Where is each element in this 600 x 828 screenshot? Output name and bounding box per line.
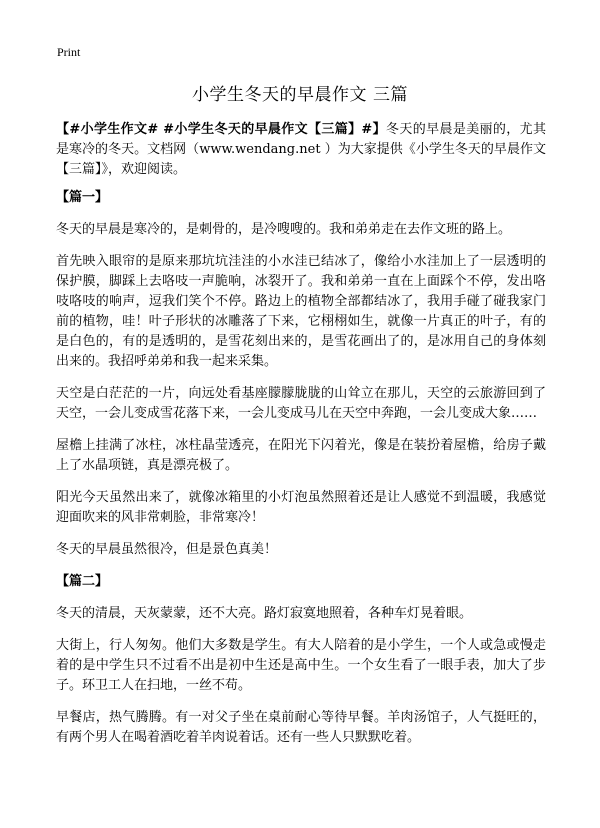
page-title: 小学生冬天的早晨作文 三篇 xyxy=(192,85,408,105)
article-body xyxy=(56,120,546,760)
section-1-paragraph-4: 屋檐上挂满了冰柱，冰柱晶莹透亮，在阳光下闪着光，像是在装扮着屋檐，给房子戴上了水晶项链，真是漂亮极了。 xyxy=(56,438,546,473)
section-1-paragraph-3: 天空是白茫茫的一片，向远处看基座朦朦胧胧的山耸立在那儿，天空的云旅游回到了天空，一会儿变成雪花落下来，一会儿变成马儿在天空中奔跑，一会儿变成大象…… xyxy=(56,386,546,421)
intro-text: 冬天的早晨是美丽的，尤其是寒冷的冬天。文档网（www.wendang.net ）为大家提供《小学生冬天的早晨作文【三篇】》，欢迎阅读。 xyxy=(56,122,546,177)
section-1-paragraph-2: 首先映入眼帘的是原来那坑坑洼洼的小水洼已结冰了，像给小水洼加上了一层透明的保护膜，脚踩上去咯吱一声脆响，冰裂开了。我和弟弟一直在上面踩个不停，发出咯吱咯吱的响声，逗我们笑个不停。路边上的植物全部都结冰了，我用手碰了碰我家门前的植物，哇！叶子形状的冰雕落了下来，它栩栩如生，就像一片真正的叶子，有的是白色的，有的是透明的，是雪花刻出来的，是雪花画出了的，是冰用自己的身体刻出来的。我招呼弟弟和我一起来采集。 xyxy=(56,254,546,369)
section-2-paragraph-1: 冬天的清晨，天灰蒙蒙，还不大亮。路灯寂寞地照着，各种车灯晃着眼。 xyxy=(56,606,473,621)
intro-tag: 【#小学生作文# #小学生冬天的早晨作文【三篇】#】 xyxy=(56,122,387,137)
section-1-paragraph-6: 冬天的早晨虽然很冷，但是景色真美！ xyxy=(56,542,278,557)
section-heading-2: 【篇二】 xyxy=(56,574,109,589)
intro-paragraph xyxy=(56,120,546,180)
print-link[interactable]: Print xyxy=(57,45,81,59)
section-2-paragraph-3: 早餐店，热气腾腾。有一对父子坐在桌前耐心等待早餐。羊肉汤馆子，人气挺旺的，有两个男人在喝着酒吃着羊肉说着话。还有一些人只默默吃着。 xyxy=(56,710,546,745)
section-1-paragraph-1: 冬天的早晨是寒冷的，是刺骨的，是冷嗖嗖的。我和弟弟走在去作文班的路上。 xyxy=(56,222,512,237)
section-2-paragraph-2: 大街上，行人匆匆。他们大多数是学生。有大人陪着的是小学生，一个人或急或慢走着的是中学生只不过看不出是初中生还是高中生。一个女生看了一眼手表，加大了步子。环卫工人在扫地，一丝不苟。 xyxy=(56,638,546,693)
section-1-paragraph-5: 阳光今天虽然出来了，就像冰箱里的小灯泡虽然照着还是让人感觉不到温暖，我感觉迎面吹来的风非常刺脸，非常寒冷！ xyxy=(56,490,546,525)
section-heading-1: 【篇一】 xyxy=(56,190,109,205)
